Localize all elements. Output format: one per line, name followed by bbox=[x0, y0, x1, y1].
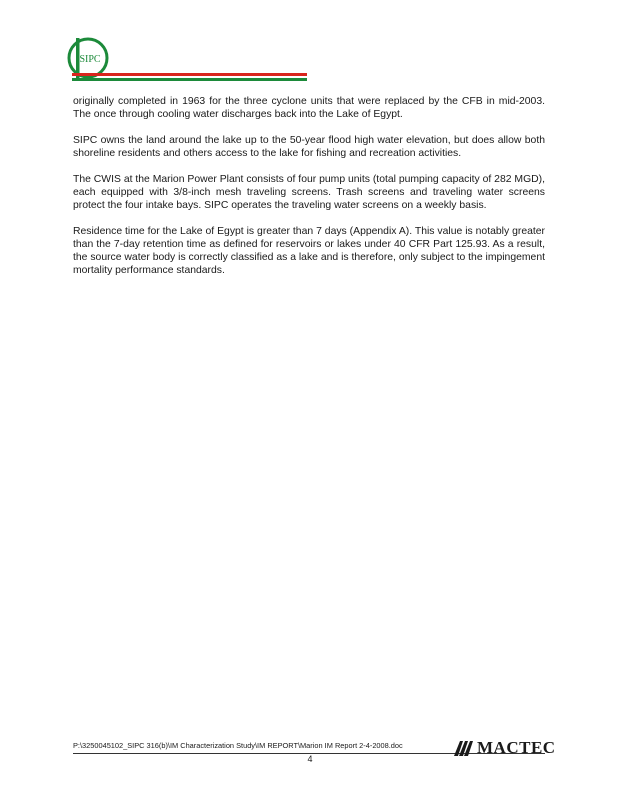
document-body bbox=[73, 95, 545, 290]
mactec-leaf-icon bbox=[452, 739, 474, 757]
paragraph: Residence time for the Lake of Egypt is greater than 7 days (Appendix A). This value is notably greater than the 7-day retention time as defined for reservoirs or lakes under 40 CFR Part 125.93. As a result, the source water body is correctly classified as a lake and is therefore, only subject to the impingement mortality performance standards. bbox=[73, 226, 545, 276]
page-number: 4 bbox=[307, 754, 313, 764]
footer-file-path: P:\3250045102_SIPC 316(b)\IM Characterization Study\IM REPORT\Marion IM Report 2-4-2008.doc bbox=[73, 741, 403, 750]
mactec-name: MACTEC bbox=[477, 738, 556, 757]
paragraph: originally completed in 1963 for the three cyclone units that were replaced by the CFB in mid-2003. The once through cooling water discharges back into the Lake of Egypt. bbox=[73, 96, 545, 120]
paragraph: The CWIS at the Marion Power Plant consists of four pump units (total pumping capacity of 282 MGD), each equipped with 3/8-inch mesh traveling screens. Trash screens and traveling water screens protect the four intake bays. SIPC operates the traveling water screens on a weekly basis. bbox=[73, 174, 545, 211]
logo-text: SIPC bbox=[79, 54, 101, 65]
header-rule-green bbox=[72, 78, 307, 81]
mactec-logo bbox=[452, 737, 556, 759]
paragraph: SIPC owns the land around the lake up to the 50-year flood high water elevation, but does allow both shoreline residents and others access to the lake for fishing and recreation activities. bbox=[73, 135, 545, 159]
header-rule-red bbox=[72, 73, 307, 76]
